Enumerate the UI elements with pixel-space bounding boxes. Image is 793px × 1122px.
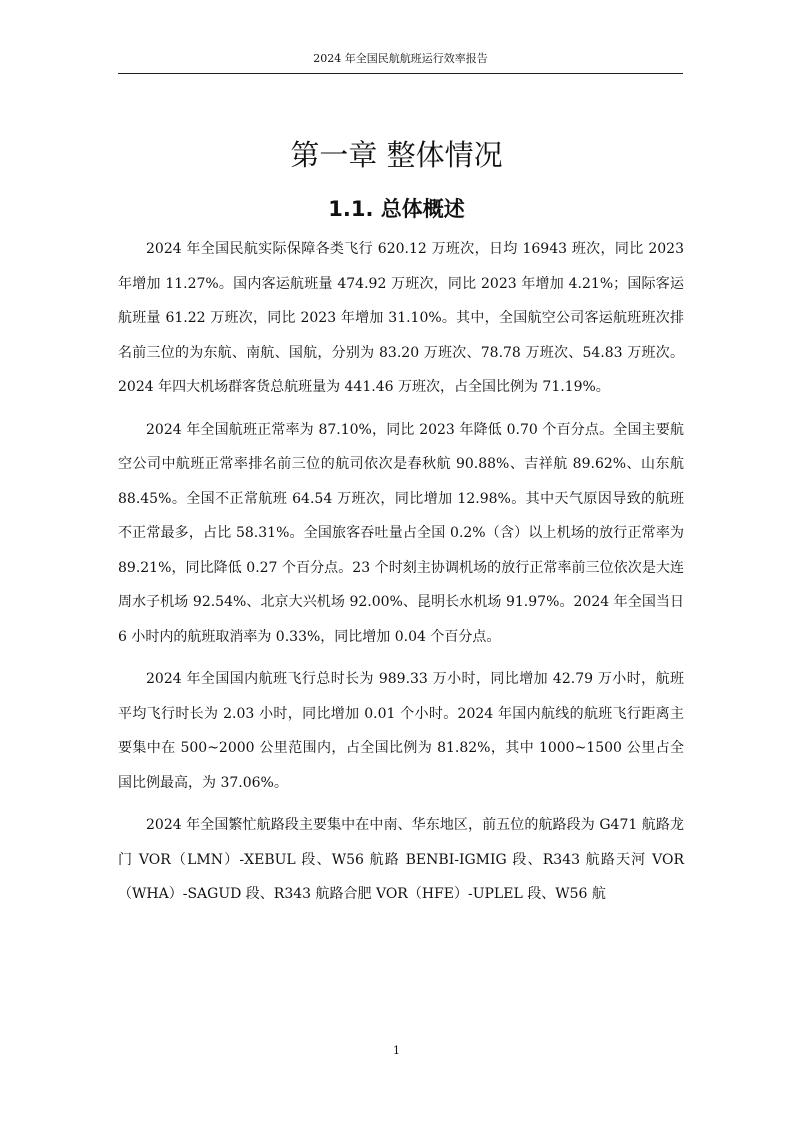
chapter-title: 第一章 整体情况 bbox=[290, 138, 503, 173]
page-number: 1 bbox=[393, 1044, 400, 1057]
section-title: 1.1. 总体概述 bbox=[328, 197, 465, 222]
paragraph-flight-duration: 2024 年全国国内航班飞行总时长为 989.33 万小时，同比增加 42.79 万小时，航班平均飞行时长为 2.03 小时，同比增加 0.01 个小时。2024 年国内航线的航班飞行距离主要集中在 500~2000 公里范围内，占全国比例为 81.82%，其中 1000~1500 公里占全国比例最高，为 37.06%。 bbox=[118, 671, 684, 791]
paragraph-flight-volume: 2024 年全国民航实际保障各类飞行 620.12 万班次，日均 16943 班次，同比 2023 年增加 11.27%。国内客运航班量 474.92 万班次，同比 2023 年增加 4.21%；国际客运航班量 61.22 万班次，同比 2023 年增加 31.10%。其中，全国航空公司客运航班班次排名前三位的为东航、南航、国航，分别为 83.20 万班次、78.78 万班次、54.83 万班次。2024 年四大机场群客货总航班量为 441.46 万班次，占全国比例为 71.19%。 bbox=[118, 241, 684, 395]
paragraph-punctuality: 2024 年全国航班正常率为 87.10%，同比 2023 年降低 0.70 个百分点。全国主要航空公司中航班正常率排名前三位的航司依次是春秋航 90.88%、吉祥航 89.62%、山东航 88.45%。全国不正常航班 64.54 万班次，同比增加 12.98%。其中天气原因导致的航班不正常最多，占比 58.31%。全国旅客吞吐量占全国 0.2%（含）以上机场的放行正常率为 89.21%，同比降低 0.27 个百分点。23 个时刻主协调机场的放行正常率前三位依次是大连周水子机场 92.54%、北京大兴机场 92.00%、昆明长水机场 91.97%。2024 年全国当日 6 小时内的航班取消率为 0.33%，同比增加 0.04 个百分点。 bbox=[118, 421, 684, 645]
running-header: 2024 年全国民航航班运行效率报告 bbox=[118, 52, 683, 74]
paragraph-busy-routes: 2024 年全国繁忙航路段主要集中在中南、华东地区，前五位的航路段为 G471 航路龙门 VOR（LMN）-XEBUL 段、W56 航路 BENBI-IGMIG 段、R343 航路天河 VOR（WHA）-SAGUD 段、R343 航路合肥 VOR（HFE）-UPLEL 段、W56 航 bbox=[118, 817, 684, 902]
body-text bbox=[118, 232, 684, 920]
